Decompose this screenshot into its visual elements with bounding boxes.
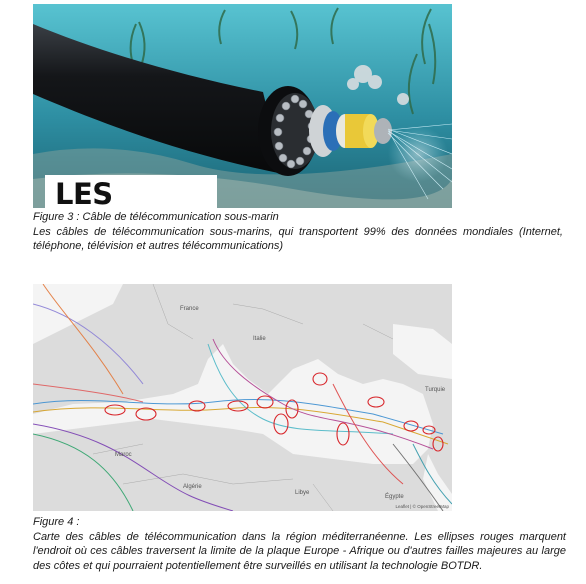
map-label-egypte: Égypte xyxy=(385,494,404,500)
banner-title: LES xyxy=(55,177,113,208)
map-label-maroc: Maroc xyxy=(115,452,132,458)
figure4-caption-body: Carte des câbles de télécommunication dans la région méditerranéenne. Les ellipses rouges marquent l'endroit où ces câbles traversent la limite de la plaque Europe - Afrique ou d'autres failles majeures au large des côtes et qui pourraient potentiellement être surveillés en utilisant la technologie BOTDR. xyxy=(33,530,566,572)
figure4-caption-title: Figure 4 : xyxy=(33,516,80,528)
map-label-libye: Libye xyxy=(295,490,310,496)
map-label-italie: Italie xyxy=(253,336,266,342)
figure3-caption-title: Figure 3 : Câble de télécommunication sous-marin xyxy=(33,211,279,223)
submarine-cable-photo xyxy=(33,4,452,208)
mediterranean-cable-map xyxy=(33,284,452,511)
figure4-caption xyxy=(33,515,566,573)
les-cables-banner xyxy=(45,175,217,208)
figure3-caption-body: Les câbles de télécommunication sous-marins, qui transportent 99% des données mondiales (Internet, téléphone, télévision et autres télécommunications) xyxy=(33,225,563,252)
map-label-turquie: Turquie xyxy=(425,387,446,393)
figure3-caption xyxy=(33,210,563,254)
map-label-france: France xyxy=(180,306,199,312)
map-label-algerie: Algérie xyxy=(183,484,202,490)
map-attribution[interactable]: Leaflet | © OpenStreetMap xyxy=(395,504,449,509)
map-canvas xyxy=(33,284,452,511)
